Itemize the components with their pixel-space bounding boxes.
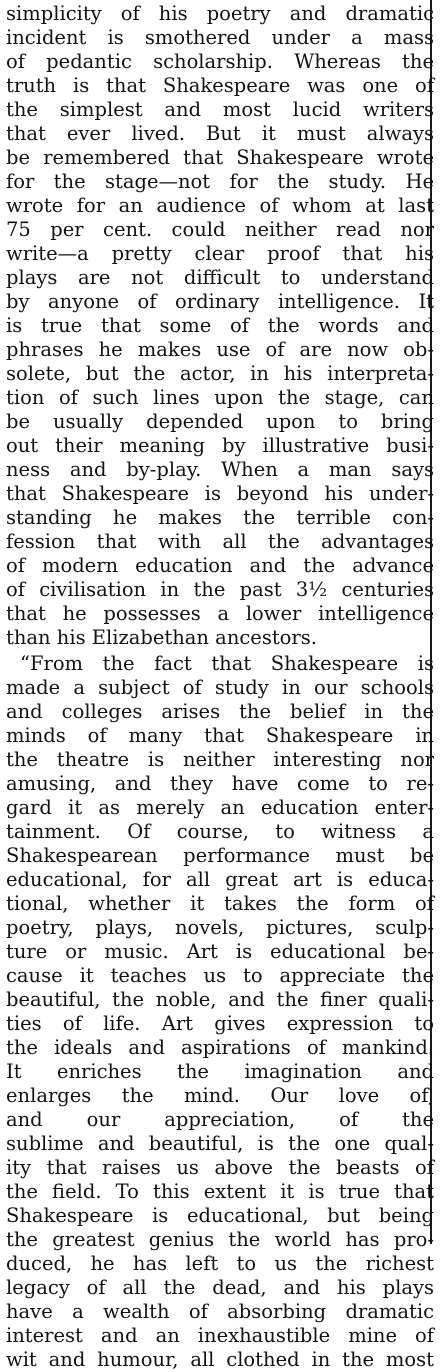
text-line: Shakespearean performance must be [6,844,434,867]
text-line: ture or music. Art is educational be- [6,940,434,963]
text-line: tional, whether it takes the form of [6,892,434,915]
text-line: than his Elizabethan ancestors. [6,626,317,649]
text-line: made a subject of study in our schools [6,676,434,699]
text-line: write—a pretty clear proof that his [6,242,434,265]
text-line: sublime and beautiful, is the one qual- [6,1132,434,1155]
text-line: beautiful, the noble, and the finer quali- [6,988,434,1011]
text-line: of pedantic scholarship. Whereas the [6,50,434,73]
text-line: wit and humour, all clothed in the most [6,1348,434,1371]
text-line: incident is smothered under a mass [6,26,434,49]
text-line: and our appreciation, of the [6,1108,434,1131]
text-line: that he possesses a lower intelligence [6,602,434,625]
text-line: the ideals and aspirations of mankind. [6,1036,434,1059]
text-line: out their meaning by illustrative busi- [6,434,434,457]
text-line: the theatre is neither interesting nor [6,748,434,771]
text-line: of modern education and the advance [6,554,434,577]
text-line: solete, but the actor, in his interpreta- [6,362,434,385]
text-line: gard it as merely an education enter- [6,796,434,819]
text-line: plays are not difficult to understand [6,266,434,289]
text-line: fession that with all the advantages [6,530,434,553]
text-line: educational, for all great art is educa- [6,868,434,891]
text-line: by anyone of ordinary intelligence. It [6,290,434,313]
newspaper-column [6,0,434,1371]
text-line: ties of life. Art gives expression to [6,1012,434,1035]
text-line: the simplest and most lucid writers [6,98,434,121]
text-line: standing he makes the terrible con- [6,506,434,529]
text-line: the greatest genius the world has pro- [6,1228,434,1251]
text-line: amusing, and they have come to re- [6,772,434,795]
text-line: of civilisation in the past 3½ centuries [6,578,434,601]
text-line: tainment. Of course, to witness a [6,820,434,843]
text-line: simplicity of his poetry and dramatic [6,2,434,25]
text-line: ness and by-play. When a man says [6,458,434,481]
text-line: wrote for an audience of whom at last [6,194,434,217]
text-line: that Shakespeare is beyond his under- [6,482,434,505]
text-line: interest and an inexhaustible mine of [6,1324,434,1347]
text-line: legacy of all the dead, and his plays [6,1276,434,1299]
text-line: for the stage—not for the study. He [6,170,434,193]
text-line: tion of such lines upon the stage, can [6,386,434,409]
text-line: poetry, plays, novels, pictures, sculp- [6,916,434,939]
text-line: ity that raises us above the beasts of [6,1156,434,1179]
text-line: have a wealth of absorbing dramatic [6,1300,434,1323]
text-line: truth is that Shakespeare was one of [6,74,434,97]
text-line: It enriches the imagination and [6,1060,434,1083]
text-line: “From the fact that Shakespeare is [20,652,434,675]
text-line: phrases he makes use of are now ob- [6,338,434,361]
text-line: and colleges arises the belief in the [6,700,434,723]
text-line: enlarges the mind. Our love of, [6,1084,434,1107]
text-line: 75 per cent. could neither read nor [6,218,434,241]
text-line: duced, he has left to us the richest [6,1252,434,1275]
text-line: cause it teaches us to appreciate the [6,964,434,987]
text-line: is true that some of the words and [6,314,434,337]
text-line: be usually depended upon to bring [6,410,434,433]
text-line: be remembered that Shakespeare wrote [6,146,434,169]
text-line: minds of many that Shakespeare in [6,724,434,747]
text-line: that ever lived. But it must always [6,122,434,145]
text-line: the field. To this extent it is true that [6,1180,434,1203]
text-line: Shakespeare is educational, but being [6,1204,434,1227]
